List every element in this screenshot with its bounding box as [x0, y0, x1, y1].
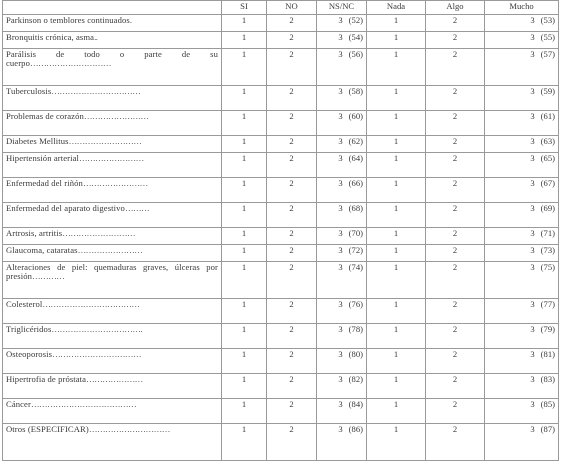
option-algo[interactable]: 2 [426, 374, 485, 399]
option-mucho[interactable] [485, 136, 559, 153]
option-nada[interactable]: 1 [367, 399, 426, 424]
option-si[interactable]: 1 [222, 399, 267, 424]
mucho-value: 3 [530, 245, 535, 255]
option-nsnc[interactable] [317, 32, 367, 49]
leader-dots: ………………………… [29, 58, 111, 69]
mucho-code: (81) [540, 349, 555, 359]
option-nsnc[interactable] [317, 153, 367, 178]
option-no[interactable]: 2 [267, 111, 317, 136]
condition-text: Triglicéridos [6, 324, 52, 334]
option-si[interactable]: 1 [222, 299, 267, 324]
option-nsnc[interactable] [317, 15, 367, 32]
condition-label [3, 245, 222, 262]
option-mucho[interactable] [485, 349, 559, 374]
nsnc-code: (72) [348, 245, 363, 255]
option-si[interactable]: 1 [222, 262, 267, 299]
table-row [3, 136, 559, 153]
option-no[interactable]: 2 [267, 324, 317, 349]
nsnc-code: (70) [348, 228, 363, 238]
option-si[interactable]: 1 [222, 178, 267, 203]
option-mucho[interactable] [485, 86, 559, 111]
table-row [3, 32, 559, 49]
option-nsnc[interactable] [317, 203, 367, 228]
table-row [3, 178, 559, 203]
nsnc-value: 3 [338, 228, 343, 238]
nsnc-value: 3 [338, 136, 343, 146]
option-si[interactable]: 1 [222, 424, 267, 461]
option-nada[interactable]: 1 [367, 228, 426, 245]
condition-text: Otros (ESPECIFICAR) [6, 424, 89, 434]
option-algo[interactable]: 2 [426, 111, 485, 136]
leader-dots: ……… [124, 203, 150, 213]
option-nsnc[interactable] [317, 399, 367, 424]
option-mucho[interactable] [485, 228, 559, 245]
leader-dots: ……………………… [68, 136, 142, 146]
option-si[interactable]: 1 [222, 49, 267, 86]
leader-dots: .. [94, 32, 98, 42]
table-row [3, 228, 559, 245]
option-nsnc[interactable] [317, 299, 367, 324]
option-nsnc[interactable] [317, 86, 367, 111]
option-no[interactable]: 2 [267, 136, 317, 153]
option-no[interactable]: 2 [267, 203, 317, 228]
option-no[interactable]: 2 [267, 349, 317, 374]
condition-label [3, 228, 222, 245]
mucho-value: 3 [530, 324, 535, 334]
header-si: SI [222, 1, 267, 15]
leader-dots: …………………………… [51, 86, 141, 96]
mucho-value: 3 [530, 136, 535, 146]
condition-label [3, 262, 222, 299]
option-si[interactable]: 1 [222, 203, 267, 228]
leader-dots: …………………… [82, 178, 148, 188]
mucho-value: 3 [530, 15, 535, 25]
nsnc-code: (84) [348, 399, 363, 409]
nsnc-code: (54) [348, 32, 363, 42]
nsnc-code: (68) [348, 203, 363, 213]
mucho-code: (53) [540, 15, 555, 25]
option-nada[interactable]: 1 [367, 349, 426, 374]
option-mucho[interactable] [485, 424, 559, 461]
option-nada[interactable]: 1 [367, 299, 426, 324]
condition-text: Hipertrofia de próstata [6, 374, 87, 384]
condition-text: Osteoporosis [6, 349, 53, 359]
nsnc-code: (78) [348, 324, 363, 334]
option-no[interactable]: 2 [267, 228, 317, 245]
option-algo[interactable]: 2 [426, 349, 485, 374]
option-nada[interactable]: 1 [367, 32, 426, 49]
mucho-value: 3 [530, 49, 535, 59]
table-row [3, 262, 559, 299]
condition-label [3, 203, 222, 228]
nsnc-value: 3 [338, 349, 343, 359]
mucho-code: (77) [540, 299, 555, 309]
table-row [3, 349, 559, 374]
nsnc-code: (76) [348, 299, 363, 309]
nsnc-value: 3 [338, 178, 343, 188]
option-nsnc[interactable] [317, 136, 367, 153]
option-si[interactable]: 1 [222, 374, 267, 399]
mucho-value: 3 [530, 111, 535, 121]
table-row [3, 424, 559, 461]
condition-label [3, 15, 222, 32]
option-algo[interactable]: 2 [426, 136, 485, 153]
nsnc-code: (66) [348, 178, 363, 188]
mucho-value: 3 [530, 399, 535, 409]
mucho-value: 3 [530, 374, 535, 384]
leader-dots: ………………… [86, 374, 143, 384]
condition-label [3, 424, 222, 461]
leader-dots: ……………………………. [51, 324, 143, 334]
option-nada[interactable]: 1 [367, 374, 426, 399]
condition-text: Glaucoma, cataratas [6, 245, 78, 255]
condition-text: Enfermedad del riñón [6, 178, 83, 188]
option-algo[interactable]: 2 [426, 245, 485, 262]
table-row [3, 86, 559, 111]
nsnc-code: (64) [348, 153, 363, 163]
table-row [3, 203, 559, 228]
option-algo[interactable]: 2 [426, 228, 485, 245]
condition-label [3, 324, 222, 349]
mucho-code: (75) [540, 262, 555, 272]
option-algo[interactable]: 2 [426, 153, 485, 178]
mucho-value: 3 [530, 32, 535, 42]
option-algo[interactable]: 2 [426, 262, 485, 299]
header-mucho: Mucho [485, 1, 559, 15]
option-si[interactable]: 1 [222, 32, 267, 49]
condition-text: Diabetes Mellitus [6, 136, 69, 146]
option-si[interactable]: 1 [222, 324, 267, 349]
option-nsnc[interactable] [317, 178, 367, 203]
option-si[interactable]: 1 [222, 15, 267, 32]
option-nada[interactable]: 1 [367, 136, 426, 153]
nsnc-value: 3 [338, 32, 343, 42]
health-conditions-table [2, 0, 559, 461]
nsnc-value: 3 [338, 15, 343, 25]
option-mucho[interactable] [485, 399, 559, 424]
option-nada[interactable]: 1 [367, 203, 426, 228]
option-si[interactable]: 1 [222, 153, 267, 178]
mucho-value: 3 [530, 153, 535, 163]
leader-dots: …………………………… [52, 349, 142, 359]
table-row [3, 324, 559, 349]
header-label [3, 1, 222, 15]
condition-label [3, 399, 222, 424]
condition-text: Enfermedad del aparato digestivo [6, 203, 125, 213]
nsnc-value: 3 [338, 111, 343, 121]
header-nsnc: NS/NC [317, 1, 367, 15]
header-row [3, 1, 559, 15]
condition-label [3, 86, 222, 111]
nsnc-value: 3 [338, 399, 343, 409]
option-nada[interactable]: 1 [367, 86, 426, 111]
nsnc-value: 3 [338, 374, 343, 384]
mucho-code: (83) [540, 374, 555, 384]
mucho-code: (87) [540, 424, 555, 434]
option-no[interactable]: 2 [267, 178, 317, 203]
option-si[interactable]: 1 [222, 86, 267, 111]
option-si[interactable]: 1 [222, 228, 267, 245]
option-algo[interactable]: 2 [426, 32, 485, 49]
leader-dots: ……………………………… [42, 299, 140, 309]
option-nada[interactable]: 1 [367, 178, 426, 203]
option-no[interactable]: 2 [267, 299, 317, 324]
mucho-code: (71) [540, 228, 555, 238]
nsnc-value: 3 [338, 245, 343, 255]
condition-text: Bronquitis crónica, asma [6, 32, 95, 42]
nsnc-value: 3 [338, 324, 343, 334]
option-no[interactable]: 2 [267, 245, 317, 262]
mucho-value: 3 [530, 203, 535, 213]
option-algo[interactable]: 2 [426, 178, 485, 203]
mucho-code: (85) [540, 399, 555, 409]
mucho-code: (73) [540, 245, 555, 255]
header-no: NO [267, 1, 317, 15]
option-mucho[interactable] [485, 111, 559, 136]
table-row [3, 374, 559, 399]
condition-text: Parkinson o temblores continuados [6, 15, 130, 25]
option-no[interactable]: 2 [267, 49, 317, 86]
condition-label [3, 32, 222, 49]
nsnc-value: 3 [338, 299, 343, 309]
mucho-code: (63) [540, 136, 555, 146]
option-nsnc[interactable] [317, 324, 367, 349]
option-algo[interactable]: 2 [426, 203, 485, 228]
option-no[interactable]: 2 [267, 399, 317, 424]
option-mucho[interactable] [485, 203, 559, 228]
condition-label [3, 111, 222, 136]
nsnc-value: 3 [338, 262, 343, 272]
option-si[interactable]: 1 [222, 136, 267, 153]
leader-dots: ……………………… [62, 228, 136, 238]
mucho-code: (55) [540, 32, 555, 42]
table-row [3, 111, 559, 136]
condition-label [3, 349, 222, 374]
condition-label [3, 178, 222, 203]
mucho-value: 3 [530, 262, 535, 272]
leader-dots: …………………… [78, 153, 144, 163]
nsnc-value: 3 [338, 203, 343, 213]
nsnc-code: (52) [348, 15, 363, 25]
option-nsnc[interactable] [317, 111, 367, 136]
mucho-code: (65) [540, 153, 555, 163]
option-algo[interactable]: 2 [426, 324, 485, 349]
mucho-code: (61) [540, 111, 555, 121]
mucho-value: 3 [530, 349, 535, 359]
mucho-code: (57) [540, 49, 555, 59]
option-nsnc[interactable] [317, 49, 367, 86]
condition-label [3, 299, 222, 324]
option-nada[interactable]: 1 [367, 424, 426, 461]
table-row [3, 299, 559, 324]
option-mucho[interactable] [485, 32, 559, 49]
option-nada[interactable]: 1 [367, 245, 426, 262]
nsnc-code: (74) [348, 262, 363, 272]
option-nsnc[interactable] [317, 374, 367, 399]
header-algo: Algo [426, 1, 485, 15]
option-mucho[interactable] [485, 374, 559, 399]
leader-dots: ………………………………… [30, 399, 137, 409]
nsnc-value: 3 [338, 153, 343, 163]
option-nada[interactable]: 1 [367, 262, 426, 299]
condition-text: Alteraciones de piel: quemaduras graves, úlceras por presión [6, 262, 218, 282]
table-row [3, 49, 559, 86]
option-nsnc[interactable] [317, 424, 367, 461]
option-algo[interactable]: 2 [426, 299, 485, 324]
table-row [3, 15, 559, 32]
table-row [3, 399, 559, 424]
mucho-code: (59) [540, 86, 555, 96]
option-mucho[interactable] [485, 245, 559, 262]
option-nada[interactable]: 1 [367, 324, 426, 349]
option-nsnc[interactable] [317, 262, 367, 299]
option-si[interactable]: 1 [222, 111, 267, 136]
condition-text: Problemas de corazón [6, 111, 84, 121]
condition-text: Parálisis de todo o parte de su cuerpo [6, 49, 218, 69]
leader-dots: …………………… [83, 111, 149, 121]
condition-text: Colesterol [6, 299, 43, 309]
nsnc-value: 3 [338, 424, 343, 434]
nsnc-code: (58) [348, 86, 363, 96]
option-algo[interactable]: 2 [426, 424, 485, 461]
condition-label [3, 49, 222, 86]
table-row [3, 245, 559, 262]
option-algo[interactable]: 2 [426, 49, 485, 86]
condition-text: Artrosis, artritis [6, 228, 63, 238]
leader-dots: ………………………… [88, 424, 170, 434]
condition-text: Hipertensión arterial [6, 153, 79, 163]
option-algo[interactable]: 2 [426, 399, 485, 424]
option-no[interactable]: 2 [267, 374, 317, 399]
option-nsnc[interactable] [317, 228, 367, 245]
mucho-value: 3 [530, 228, 535, 238]
mucho-value: 3 [530, 299, 535, 309]
option-nada[interactable]: 1 [367, 49, 426, 86]
option-no[interactable]: 2 [267, 32, 317, 49]
mucho-code: (69) [540, 203, 555, 213]
option-nsnc[interactable] [317, 349, 367, 374]
option-mucho[interactable] [485, 178, 559, 203]
option-no[interactable]: 2 [267, 424, 317, 461]
option-nada[interactable]: 1 [367, 111, 426, 136]
nsnc-code: (86) [348, 424, 363, 434]
mucho-value: 3 [530, 424, 535, 434]
nsnc-code: (80) [348, 349, 363, 359]
nsnc-code: (60) [348, 111, 363, 121]
nsnc-code: (62) [348, 136, 363, 146]
option-no[interactable]: 2 [267, 86, 317, 111]
option-nada[interactable]: 1 [367, 153, 426, 178]
option-algo[interactable]: 2 [426, 86, 485, 111]
header-nada: Nada [367, 1, 426, 15]
option-mucho[interactable] [485, 324, 559, 349]
nsnc-value: 3 [338, 86, 343, 96]
option-si[interactable]: 1 [222, 349, 267, 374]
mucho-value: 3 [530, 86, 535, 96]
option-no[interactable]: 2 [267, 262, 317, 299]
option-algo[interactable]: 2 [426, 15, 485, 32]
option-si[interactable]: 1 [222, 245, 267, 262]
option-nada[interactable]: 1 [367, 15, 426, 32]
condition-label [3, 374, 222, 399]
condition-label [3, 153, 222, 178]
option-mucho[interactable] [485, 153, 559, 178]
option-no[interactable]: 2 [267, 153, 317, 178]
leader-dots: …………………… [77, 245, 143, 255]
option-mucho[interactable] [485, 262, 559, 299]
mucho-code: (67) [540, 178, 555, 188]
nsnc-value: 3 [338, 49, 343, 59]
option-mucho[interactable] [485, 15, 559, 32]
nsnc-code: (56) [348, 49, 363, 59]
option-mucho[interactable] [485, 49, 559, 86]
leader-dots: . [129, 15, 132, 25]
condition-text: Tuberculosis [6, 86, 52, 96]
condition-text: Cáncer [6, 399, 31, 409]
option-mucho[interactable] [485, 299, 559, 324]
mucho-value: 3 [530, 178, 535, 188]
nsnc-code: (82) [348, 374, 363, 384]
leader-dots: ………… [32, 271, 65, 282]
table-row [3, 153, 559, 178]
condition-label [3, 136, 222, 153]
mucho-code: (79) [540, 324, 555, 334]
option-nsnc[interactable] [317, 245, 367, 262]
option-no[interactable]: 2 [267, 15, 317, 32]
